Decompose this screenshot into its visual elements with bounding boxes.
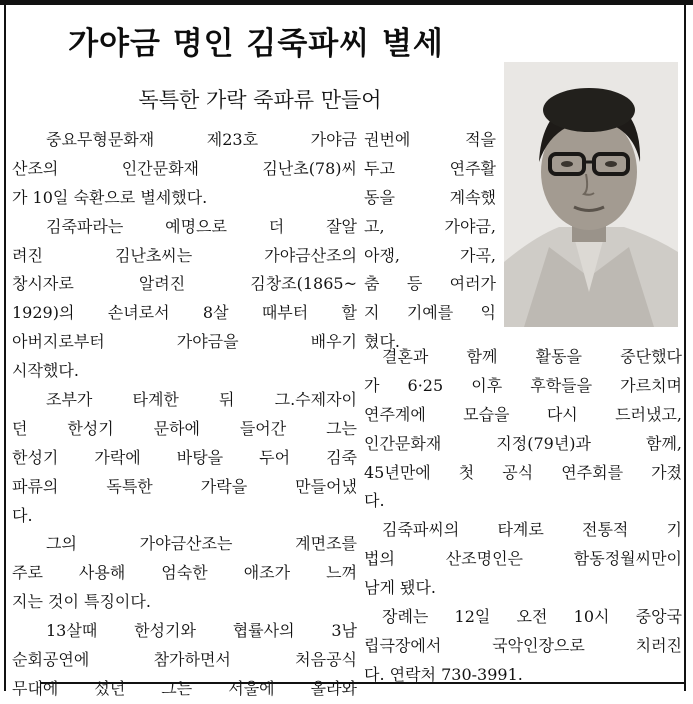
- text-line: 립극장에서 국악인장으로 치러진: [364, 635, 682, 655]
- text-line: 다. 연락처 730-3991.: [364, 664, 523, 684]
- text-line: 춤 등 여러가: [364, 274, 496, 294]
- text-line: 결혼과 함께 활동을 중단했다: [382, 347, 682, 366]
- text-line: 지는 것이 특징이다.: [12, 592, 151, 612]
- text-line: 혔다.: [364, 332, 400, 352]
- portrait-image: [504, 62, 678, 327]
- text-line: 법의 산조명인은 함동정월씨만이: [364, 549, 682, 569]
- text-line: 김죽파라는 예명으로 더 잘알: [46, 216, 357, 236]
- text-line: 중요무형문화재 제23호 가야금: [46, 130, 357, 149]
- text-line: 권번에 적을: [364, 130, 496, 149]
- text-line: 두고 연주활: [364, 158, 496, 178]
- text-line: 남게 됐다.: [364, 578, 436, 598]
- text-line: 1929)의 손녀로서 8살 때부터 할: [12, 303, 357, 323]
- right-column-bottom: [364, 343, 682, 690]
- text-line: 창시자로 알려진 김창조(1865~: [12, 274, 357, 294]
- text-line: 가 10일 숙환으로 별세했다.: [12, 187, 208, 207]
- text-line: 가 6·25 이후 후학들을 가르치며: [364, 375, 682, 395]
- text-line: 조부가 타계한 뒤 그.수제자이: [46, 390, 357, 410]
- text-line: 지 기예를 익: [364, 303, 496, 323]
- left-border-rule: [4, 0, 6, 691]
- text-line: 려진 김난초씨는 가야금산조의: [12, 245, 357, 265]
- text-line: 김죽파씨의 타계로 전통적 기: [382, 520, 682, 540]
- text-line: 다.: [12, 505, 33, 525]
- subheadline: 독특한 가락 죽파류 만들어: [138, 88, 382, 112]
- text-line: 고, 가야금,: [364, 216, 496, 236]
- right-column-top: [364, 126, 496, 357]
- text-line: 주로 사용해 엄숙한 애조가 느껴: [12, 563, 357, 583]
- text-line: 45년만에 첫 공식 연주회를 가졌: [364, 462, 682, 482]
- text-line: 그의 가야금산조는 계면조를: [46, 534, 357, 554]
- text-line: 동을 계속했: [364, 187, 496, 207]
- text-line: 시작했다.: [12, 361, 79, 381]
- text-line: 아버지로부터 가야금을 배우기: [12, 332, 357, 352]
- text-line: 한성기 가락에 바탕을 두어 김죽: [12, 447, 357, 467]
- portrait-photo: [504, 62, 678, 327]
- text-line: 다.: [364, 491, 385, 511]
- text-line: 연주계에 모습을 다시 드러냈고,: [364, 404, 682, 424]
- top-border-rule: [0, 0, 693, 5]
- text-line: 산조의 인간문화재 김난초(78)씨: [12, 158, 357, 178]
- text-line: 파류의 독특한 가락을 만들어냈: [12, 476, 357, 496]
- text-line: 던 한성기 문하에 들어간 그는: [12, 418, 357, 438]
- text-line: 인간문화재 지정(79년)과 함께,: [364, 433, 682, 453]
- text-line: 무대에 섰던 그는 서울에 올라와: [12, 678, 357, 698]
- text-line: 13살때 한성기와 협률사의 3남: [46, 621, 357, 641]
- right-border-rule: [684, 0, 686, 691]
- left-column: [12, 126, 357, 704]
- text-line: 장례는 12일 오전 10시 중앙국: [382, 607, 682, 627]
- text-line: 순회공연에 참가하면서 처음공식: [12, 650, 357, 670]
- text-line: 아쟁, 가곡,: [364, 245, 496, 265]
- headline: 가야금 명인 김죽파씨 별세: [68, 26, 444, 62]
